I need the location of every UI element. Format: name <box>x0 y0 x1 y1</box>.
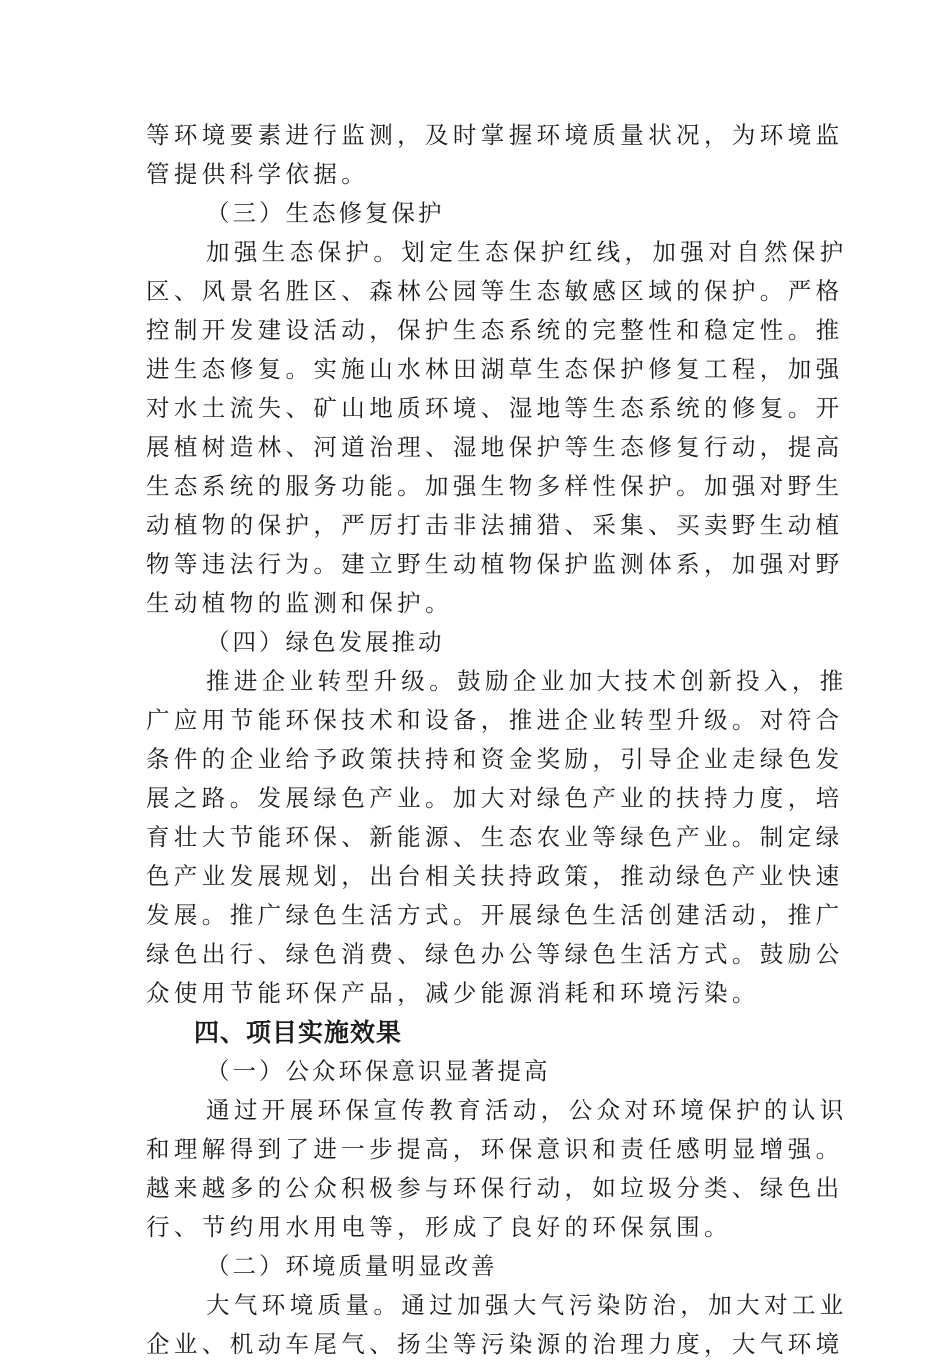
text-line: 物等违法行为。建立野生动植物保护监测体系，加强对野 <box>146 550 844 578</box>
text-line: 等环境要素进行监测，及时掌握环境质量状况，为环境监 <box>146 121 844 149</box>
text-line: 色产业发展规划，出台相关扶持政策，推动绿色产业快速 <box>146 862 844 890</box>
paragraph-start: 推进企业转型升级。鼓励企业加大技术创新投入，推 <box>206 667 848 695</box>
text-line: 生动植物的监测和保护。 <box>146 589 453 617</box>
subsection-title: （三）生态修复保护 <box>206 199 445 227</box>
subsection-title: （四）绿色发展推动 <box>206 628 445 656</box>
text-line: 展之路。发展绿色产业。加大对绿色产业的扶持力度，培 <box>146 784 844 812</box>
paragraph-start: 大气环境质量。通过加强大气污染防治，加大对工业 <box>206 1291 848 1319</box>
paragraph-start: 加强生态保护。划定生态保护红线，加强对自然保护 <box>206 238 848 266</box>
subsection-title: （一）公众环保意识显著提高 <box>206 1057 551 1085</box>
text-line: 众使用节能环保产品，减少能源消耗和环境污染。 <box>146 979 760 1007</box>
text-line: 进生态修复。实施山水林田湖草生态保护修复工程，加强 <box>146 355 844 383</box>
text-line: 区、风景名胜区、森林公园等生态敏感区域的保护。严格 <box>146 277 844 305</box>
text-line: 广应用节能环保技术和设备，推进企业转型升级。对符合 <box>146 706 844 734</box>
text-line: 展植树造林、河道治理、湿地保护等生态修复行动，提高 <box>146 433 844 461</box>
text-line: 控制开发建设活动，保护生态系统的完整性和稳定性。推 <box>146 316 844 344</box>
text-line: 和理解得到了进一步提高，环保意识和责任感明显增强。 <box>146 1135 844 1163</box>
text-line: 绿色出行、绿色消费、绿色办公等绿色生活方式。鼓励公 <box>146 940 844 968</box>
text-line: 育壮大节能环保、新能源、生态农业等绿色产业。制定绿 <box>146 823 844 851</box>
document-body <box>146 116 848 1364</box>
text-line: 企业、机动车尾气、扬尘等污染源的治理力度，大气环境 <box>146 1330 844 1358</box>
paragraph-start: 通过开展环保宣传教育活动，公众对环境保护的认识 <box>206 1096 848 1124</box>
subsection-title: （二）环境质量明显改善 <box>206 1252 498 1280</box>
text-line: 动植物的保护，严厉打击非法捕猎、采集、买卖野生动植 <box>146 511 844 539</box>
text-line: 生态系统的服务功能。加强生物多样性保护。加强对野生 <box>146 472 844 500</box>
text-line: 发展。推广绿色生活方式。开展绿色生活创建活动，推广 <box>146 901 844 929</box>
text-line: 条件的企业给予政策扶持和资金奖励，引导企业走绿色发 <box>146 745 844 773</box>
text-line: 对水土流失、矿山地质环境、湿地等生态系统的修复。开 <box>146 394 844 422</box>
section-heading: 四、项目实施效果 <box>194 1018 403 1047</box>
text-line: 越来越多的公众积极参与环保行动，如垃圾分类、绿色出 <box>146 1174 844 1202</box>
text-line: 行、节约用水用电等，形成了良好的环保氛围。 <box>146 1213 732 1241</box>
text-line: 管提供科学依据。 <box>146 160 370 188</box>
